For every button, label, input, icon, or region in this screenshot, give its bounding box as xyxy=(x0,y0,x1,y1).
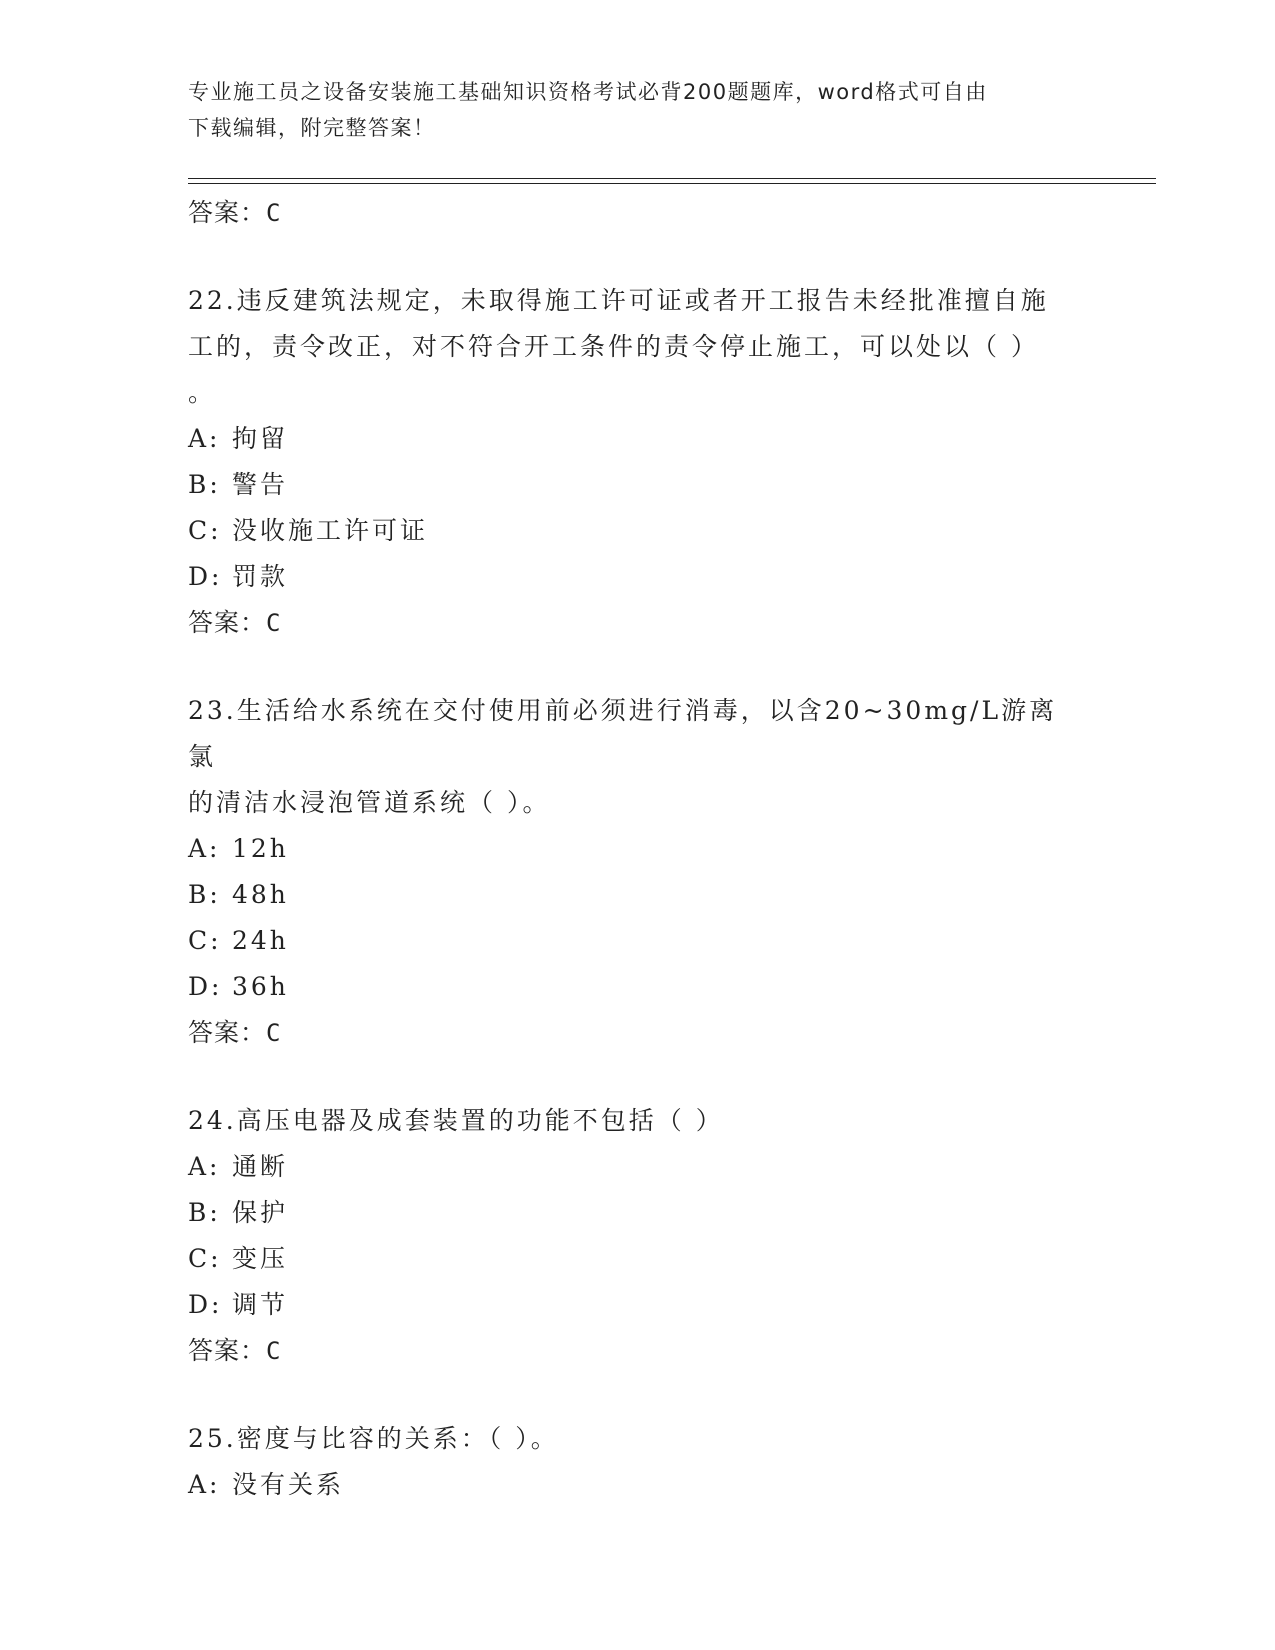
answer-label: 答案： xyxy=(188,608,267,637)
option-key: D: xyxy=(188,972,223,1001)
option-text: 罚款 xyxy=(232,562,289,591)
answer-line xyxy=(188,600,1088,646)
option-b xyxy=(188,462,1088,508)
option-d xyxy=(188,1282,1088,1328)
option-text: 变压 xyxy=(232,1244,289,1273)
question-stem xyxy=(188,278,1068,416)
option-text: 通断 xyxy=(232,1152,289,1181)
question-stem-line: 25.密度与比容的关系：（ ）。 xyxy=(188,1424,559,1453)
question-stem-line: 。 xyxy=(188,378,217,407)
answer-value: C xyxy=(266,1337,282,1365)
option-key: A: xyxy=(188,834,221,863)
question-stem-line: 工的，责令改正，对不符合开工条件的责令停止施工，可以处以（ ） xyxy=(188,332,1039,361)
option-c xyxy=(188,1236,1088,1282)
option-a xyxy=(188,826,1088,872)
option-key: A: xyxy=(188,1470,221,1499)
answer-line xyxy=(188,190,1088,236)
question-25 xyxy=(188,1416,1088,1508)
option-text: 24h xyxy=(232,926,289,955)
option-text: 警告 xyxy=(232,470,289,499)
question-stem xyxy=(188,688,1068,826)
question-stem xyxy=(188,1416,1068,1462)
document-header xyxy=(188,74,1068,146)
answer-label: 答案： xyxy=(188,1018,267,1047)
option-a xyxy=(188,416,1088,462)
option-key: C: xyxy=(188,516,222,545)
question-24 xyxy=(188,1098,1088,1374)
question-stem xyxy=(188,1098,1068,1144)
option-key: C: xyxy=(188,1244,222,1273)
header-line-1: 专业施工员之设备安装施工基础知识资格考试必背200题题库，word格式可自由 xyxy=(188,80,988,104)
question-list xyxy=(188,190,1088,1508)
question-stem-line: 24.高压电器及成套装置的功能不包括（ ） xyxy=(188,1106,724,1135)
option-text: 没有关系 xyxy=(232,1470,345,1499)
header-divider-top xyxy=(188,178,1156,179)
header-line-2: 下载编辑，附完整答案！ xyxy=(188,116,436,140)
option-c xyxy=(188,918,1088,964)
option-key: C: xyxy=(188,926,222,955)
option-d xyxy=(188,554,1088,600)
option-text: 保护 xyxy=(232,1198,289,1227)
answer-value: C xyxy=(266,609,282,637)
question-stem-line: 22.违反建筑法规定，未取得施工许可证或者开工报告未经批准擅自施 xyxy=(188,286,1049,315)
question-23 xyxy=(188,688,1088,1056)
option-c xyxy=(188,508,1088,554)
option-key: A: xyxy=(188,1152,221,1181)
option-b xyxy=(188,1190,1088,1236)
question-stem-line: 的清洁水浸泡管道系统（ ）。 xyxy=(188,788,551,817)
answer-label: 答案： xyxy=(188,198,267,227)
option-text: 36h xyxy=(232,972,289,1001)
option-a xyxy=(188,1144,1088,1190)
question-stem-line: 23.生活给水系统在交付使用前必须进行消毒，以含20~30mg/L游离氯 xyxy=(188,696,1058,771)
answer-line xyxy=(188,1010,1088,1056)
answer-value: C xyxy=(266,199,282,227)
option-key: B: xyxy=(188,880,221,909)
header-divider-bottom xyxy=(188,183,1156,184)
option-d xyxy=(188,964,1088,1010)
option-key: D: xyxy=(188,562,223,591)
answer-value: C xyxy=(266,1019,282,1047)
option-key: A: xyxy=(188,424,221,453)
option-text: 没收施工许可证 xyxy=(232,516,429,545)
option-a xyxy=(188,1462,1088,1508)
option-b xyxy=(188,872,1088,918)
option-text: 48h xyxy=(232,880,289,909)
option-text: 调节 xyxy=(232,1290,289,1319)
option-key: B: xyxy=(188,470,221,499)
answer-line xyxy=(188,1328,1088,1374)
option-key: D: xyxy=(188,1290,223,1319)
option-text: 拘留 xyxy=(232,424,289,453)
question-22 xyxy=(188,278,1088,646)
answer-label: 答案： xyxy=(188,1336,267,1365)
option-key: B: xyxy=(188,1198,221,1227)
option-text: 12h xyxy=(232,834,289,863)
